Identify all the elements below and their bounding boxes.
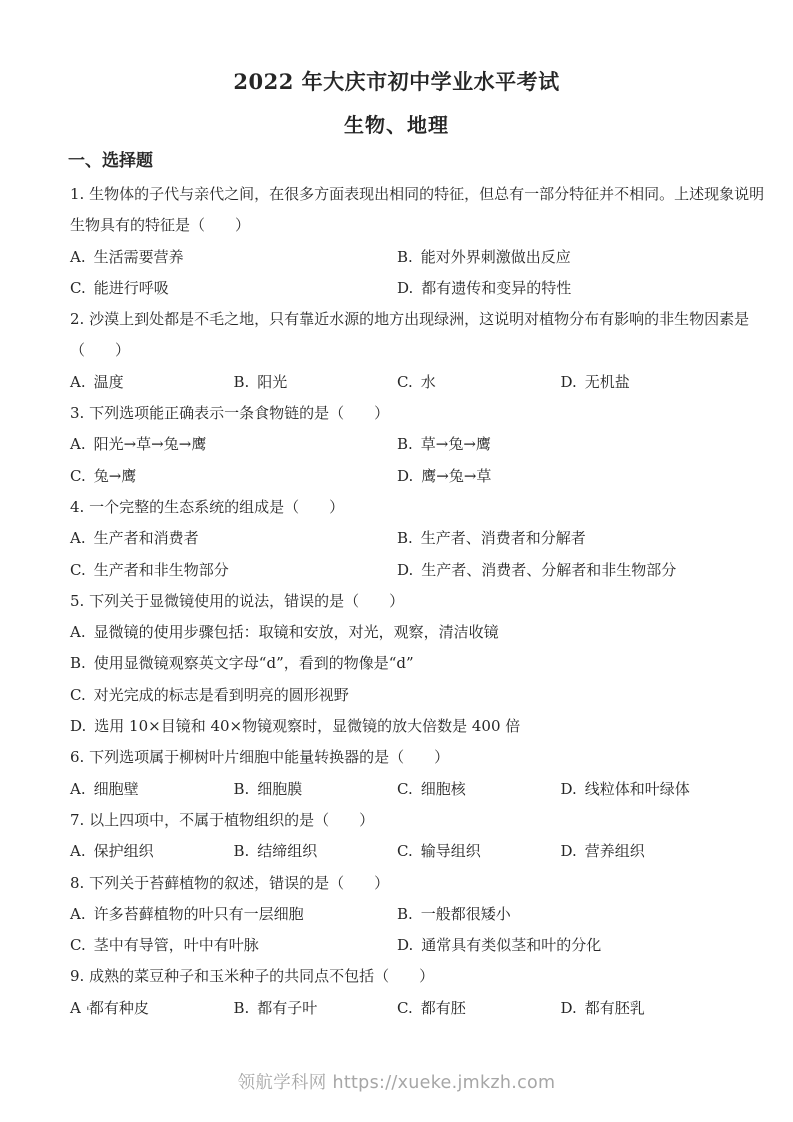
option-text: 草→兔→鹰 [420, 435, 491, 454]
question-6-option-c [397, 774, 561, 805]
option-text: 都有遗传和变异的特性 [421, 278, 572, 297]
question-list [70, 179, 765, 1024]
question-7-option-b [234, 836, 398, 867]
option-label: C. [70, 936, 86, 955]
question-2-options [70, 367, 730, 398]
question-8-option-c [70, 930, 397, 961]
option-label: C. [397, 842, 413, 861]
option-text: 水 [420, 372, 436, 391]
option-text: 结缔组织 [257, 842, 318, 861]
question-5-option-c [70, 680, 730, 711]
question-1-option-d [397, 273, 724, 304]
option-label: A. [70, 435, 86, 454]
question-9-options [70, 993, 730, 1024]
question-1-stem-line-1: 1. 生物体的子代与亲代之间，在很多方面表现出相同的特征，但总有一部分特征并不相同。上述现象说明 [70, 185, 765, 203]
question-7-option-d [561, 836, 725, 867]
option-label: B. [397, 904, 413, 923]
option-text: 阳光→草→兔→鹰 [93, 435, 207, 454]
question-7-option-a [70, 836, 234, 867]
question-4-option-c [70, 555, 397, 586]
option-label: B. [233, 998, 250, 1017]
option-label: B. [233, 372, 250, 391]
option-label: A. [70, 904, 86, 923]
option-label: A. [70, 623, 86, 642]
question-1-stem-line-2: 生物具有的特征是（ ） [70, 216, 251, 235]
option-text: 能对外界刺激做出反应 [420, 247, 571, 266]
question-4-option-d [397, 555, 724, 586]
option-label: C. [70, 560, 86, 579]
option-label: C. [70, 278, 86, 297]
question-4-stem-line-1: 4. 一个完整的生态系统的组成是（ ） [70, 497, 345, 516]
question-1-options [70, 242, 730, 305]
option-label: B. [397, 247, 413, 266]
question-2-stem-line-2: （ ） [70, 341, 131, 360]
question-6-options [70, 774, 730, 805]
question-7-options [70, 836, 730, 867]
question-3-options [70, 429, 730, 492]
question-8-option-d [397, 930, 724, 961]
option-text: 营养组织 [584, 842, 645, 861]
question-9-stem-line-1: 9. 成熟的菜豆种子和玉米种子的共同点不包括（ ） [70, 967, 435, 986]
section-heading: 一、选择题 [68, 151, 153, 171]
question-9-option-b [234, 993, 398, 1024]
option-text: 无机盐 [584, 372, 630, 391]
option-text: 阳光 [257, 372, 288, 391]
question-8-stem-line-1: 8. 下列关于苔藓植物的叙述，错误的是（ ） [70, 873, 390, 892]
question-5-option-b [70, 648, 730, 679]
option-label: A. [70, 779, 86, 798]
option-label: D. [397, 936, 414, 955]
option-text: 一般都很矮小 [420, 904, 511, 923]
question-4-options [70, 523, 730, 586]
option-text: 生产者和非生物部分 [93, 560, 229, 579]
question-4-option-b [397, 523, 724, 554]
option-text: 兔→鹰 [93, 466, 137, 485]
question-7-option-c [397, 836, 561, 867]
question-7-stem-line-1: 7. 以上四项中，不属于植物组织的是（ ） [70, 810, 375, 829]
option-text: 生产者、消费者和分解者 [420, 529, 586, 548]
option-text: 生产者、消费者、分解者和非生物部分 [421, 560, 677, 579]
page-title: 2022 年大庆市初中学业水平考试 [233, 69, 560, 94]
option-text: 茎中有导管，叶中有叶脉 [93, 936, 259, 955]
question-3-option-a [70, 429, 397, 460]
option-text: 使用显微镜观察英文字母“d”，看到的物像是“d” [93, 654, 414, 673]
option-text: 细胞核 [420, 779, 466, 798]
option-text: 生产者和消费者 [93, 529, 199, 548]
question-9-option-d [561, 993, 725, 1024]
question-5-option-a [70, 617, 730, 648]
option-text: 细胞壁 [93, 779, 139, 798]
option-text: 都有子叶 [257, 998, 318, 1017]
option-label: B. [397, 435, 413, 454]
option-text: 温度 [93, 372, 124, 391]
option-text: 许多苔藓植物的叶只有一层细胞 [93, 904, 304, 923]
watermark-text: 领航学科网 https://xueke.jmkzh.com [237, 1073, 556, 1093]
question-3-option-c [70, 461, 397, 492]
option-text: 选用 10×目镜和 40×物镜观察时，显微镜的放大倍数是 400 倍 [94, 717, 521, 736]
question-3-stem-line-1: 3. 下列选项能正确表示一条食物链的是（ ） [70, 404, 390, 423]
option-text: 通常具有类似茎和叶的分化 [421, 936, 602, 955]
option-label: D. [560, 842, 577, 861]
option-label: C. [70, 685, 86, 704]
option-label: D. [560, 779, 577, 798]
option-label: C. [397, 779, 413, 798]
question-2-option-b [234, 367, 398, 398]
option-label: A. [70, 842, 86, 861]
option-label: A. [70, 372, 86, 391]
option-label: C. [397, 372, 413, 391]
option-label: B. [70, 654, 86, 673]
option-text: 能进行呼吸 [93, 278, 169, 297]
page-subtitle: 生物、地理 [344, 113, 449, 137]
question-4-option-a [70, 523, 397, 554]
option-text: 显微镜的使用步骤包括：取镜和安放，对光，观察，清洁收镜 [93, 623, 499, 642]
option-label: B. [233, 779, 250, 798]
question-5-option-d [70, 711, 730, 742]
option-text: 都有种皮 [88, 998, 149, 1017]
option-label: B. [397, 529, 413, 548]
question-3-option-b [397, 429, 724, 460]
option-label: D. [397, 560, 414, 579]
question-9-option-c [397, 993, 561, 1024]
option-text: 都有胚 [420, 998, 466, 1017]
option-label: C. [397, 998, 413, 1017]
question-6-option-d [561, 774, 725, 805]
option-label: B. [233, 842, 250, 861]
option-text: 鹰→兔→草 [421, 466, 492, 485]
question-9-option-a [70, 993, 234, 1024]
question-2-option-d [561, 367, 725, 398]
question-1-option-b [397, 242, 724, 273]
question-3-option-d [397, 461, 724, 492]
question-5-stem-line-1: 5. 下列关于显微镜使用的说法，错误的是（ ） [70, 591, 405, 610]
option-label: A [70, 998, 81, 1017]
question-1-option-c [70, 273, 397, 304]
option-label: D. [560, 372, 577, 391]
question-8-option-a [70, 899, 397, 930]
option-text: 保护组织 [93, 842, 154, 861]
question-2-option-a [70, 367, 234, 398]
option-text: 线粒体和叶绿体 [584, 779, 690, 798]
option-label: D. [397, 466, 414, 485]
option-text: 对光完成的标志是看到明亮的圆形视野 [93, 685, 349, 704]
option-text: 都有胚乳 [584, 998, 645, 1017]
question-2-option-c [397, 367, 561, 398]
option-label: D. [560, 998, 577, 1017]
question-2-stem-line-1: 2. 沙漠上到处都是不毛之地，只有靠近水源的地方出现绿洲，这说明对植物分布有影响的非生物因素是 [70, 310, 750, 329]
question-6-option-b [234, 774, 398, 805]
option-text: 输导组织 [420, 842, 481, 861]
question-8-options [70, 899, 730, 962]
option-text: 生活需要营养 [93, 247, 184, 266]
option-label: D. [397, 278, 414, 297]
question-1-option-a [70, 242, 397, 273]
option-text: 细胞膜 [257, 779, 303, 798]
question-6-stem-line-1: 6. 下列选项属于柳树叶片细胞中能量转换器的是（ ） [70, 748, 450, 767]
stray-scan-mark: ' [86, 1005, 90, 1020]
question-8-option-b [397, 899, 724, 930]
option-label: C. [70, 466, 86, 485]
option-label: D. [70, 717, 87, 736]
option-label: A. [70, 529, 86, 548]
question-6-option-a [70, 774, 234, 805]
option-label: A. [70, 247, 86, 266]
